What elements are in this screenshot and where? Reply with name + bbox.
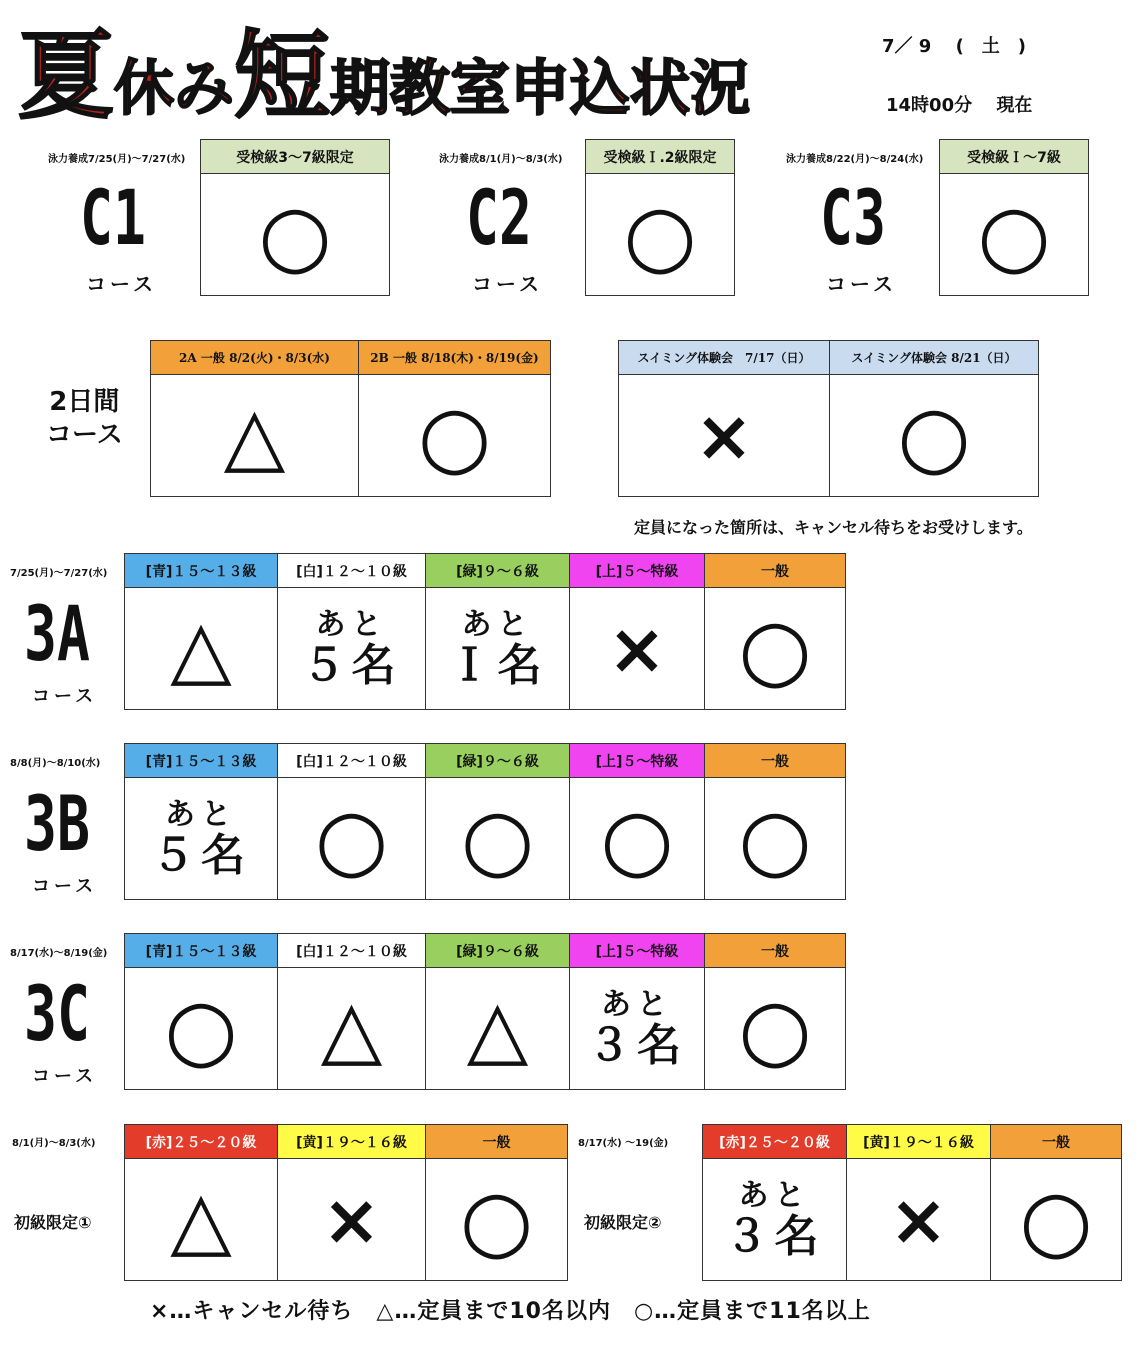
3c-header-upper: [上]５〜特級 [570, 934, 705, 968]
3a-header-white: [白]１２〜１０級 [278, 554, 426, 588]
title-part3: 短 [234, 20, 330, 132]
3c-header-general: 一般 [705, 934, 846, 968]
3a-status-upper: × [607, 607, 667, 690]
3b-code: 3B [24, 779, 90, 868]
beginner2-cell-yellow [847, 1159, 991, 1281]
beginner1-status-yellow: × [322, 1178, 381, 1261]
beginner1-table [124, 1124, 568, 1281]
two-day-2b-cell [359, 375, 551, 497]
3b-status-green: ○ [460, 789, 535, 888]
beginner2-remain-label-red: あと [738, 1178, 811, 1214]
two-day-2a-status: △ [223, 388, 286, 482]
c2-dates: 泳力養成8/1(月)〜8/3(水) [439, 154, 563, 165]
beginner2-cell-red [703, 1159, 847, 1281]
c2-suffix: コース [472, 272, 543, 296]
3a-cell-green [426, 588, 570, 710]
3c-status-green: △ [466, 981, 529, 1075]
c1-header: 受検級3〜7級限定 [201, 140, 390, 174]
c1-status-cell [201, 174, 390, 296]
swimming-0821-status: ○ [897, 386, 971, 485]
beginner2-cell-general [991, 1159, 1122, 1281]
3c-header-blue: [青]１５〜１３級 [125, 934, 278, 968]
3b-header-blue: [青]１５〜１３級 [125, 744, 278, 778]
3b-header-green: [緑]９〜６級 [426, 744, 570, 778]
3c-dates: 8/17(水)〜8/19(金) [10, 948, 108, 959]
beginner2-header-general: 一般 [991, 1125, 1122, 1159]
beginner2-name: 初級限定② [584, 1213, 662, 1232]
beginner1-cell-general [426, 1159, 568, 1281]
3a-status-general: ○ [738, 599, 812, 698]
3a-cell-white [278, 588, 426, 710]
c3-dates: 泳力養成8/22(月)〜8/24(水) [786, 154, 924, 165]
c2-table [585, 139, 735, 296]
3c-remain-label-upper: あと [601, 987, 673, 1023]
3b-table [124, 743, 846, 900]
two-day-label-line2: コース [46, 419, 123, 450]
c1-code: C1 [80, 173, 146, 262]
beginner2-header-red: [赤]２５〜２０級 [703, 1125, 847, 1159]
c1-table [200, 139, 390, 296]
3b-cell-white [278, 778, 426, 900]
3c-table [124, 933, 846, 1090]
page-title [18, 20, 778, 138]
3c-cell-general [705, 968, 846, 1090]
3a-header-blue: [青]１５〜１３級 [125, 554, 278, 588]
beginner1-cell-red [125, 1159, 278, 1281]
3b-suffix: コース [32, 876, 98, 897]
beginner2-remain-count-red: ３名 [724, 1211, 825, 1263]
c2-status-cell [586, 174, 735, 296]
3a-remain-count-green: Ｉ名 [447, 640, 548, 692]
3a-header-general: 一般 [705, 554, 846, 588]
3b-dates: 8/8(月)〜8/10(水) [10, 758, 101, 769]
c3-code: C3 [820, 173, 886, 262]
3b-status-upper: ○ [600, 789, 674, 888]
3b-header-upper: [上]５〜特級 [570, 744, 705, 778]
3a-suffix: コース [32, 686, 98, 707]
swimming-0717-header: スイミング体験会 7/17（日） [619, 341, 830, 375]
3b-status-general: ○ [738, 789, 812, 888]
two-day-2b-status: ○ [417, 386, 492, 485]
3a-remain-label-green: あと [461, 607, 534, 643]
3c-status-general: ○ [738, 979, 812, 1078]
3a-cell-general [705, 588, 846, 710]
3b-cell-upper [570, 778, 705, 900]
beginner1-header-yellow: [黄]１９〜１６級 [278, 1125, 426, 1159]
3c-status-white: △ [320, 981, 383, 1075]
beginner2-header-yellow: [黄]１９〜１６級 [847, 1125, 991, 1159]
3c-code: 3C [24, 969, 90, 1058]
beginner1-cell-yellow [278, 1159, 426, 1281]
beginner2-status-general: ○ [1019, 1170, 1093, 1269]
c3-table [939, 139, 1089, 296]
c3-status: ○ [977, 185, 1051, 284]
two-day-2b-header: 2B 一般 8/18(木)・8/19(金) [359, 341, 551, 375]
beginner1-header-red: [赤]２５〜２０級 [125, 1125, 278, 1159]
3b-header-general: 一般 [705, 744, 846, 778]
swimming-0717-status: × [694, 394, 754, 477]
header-date: 7／ 9 ( 土 ) [882, 36, 1027, 57]
beginner2-table [702, 1124, 1122, 1281]
3a-header-green: [緑]９〜６級 [426, 554, 570, 588]
two-day-2a-header: 2A 一般 8/2(火)・8/3(水) [151, 341, 359, 375]
3a-header-upper: [上]５〜特級 [570, 554, 705, 588]
3c-cell-blue [125, 968, 278, 1090]
two-day-label-line1: 2日間 [49, 387, 120, 417]
title-part1: 夏 [18, 20, 114, 132]
3a-dates: 7/25(月)〜7/27(水) [10, 568, 108, 579]
c3-header: 受検級Ｉ〜7級 [940, 140, 1089, 174]
3a-remain-count-white: ５名 [301, 640, 402, 692]
swimming-0717-cell [619, 375, 830, 497]
3b-cell-blue [125, 778, 278, 900]
3a-table [124, 553, 846, 710]
header-time: 14時00分 現在 [886, 95, 1033, 116]
3c-remain-count-upper: ３名 [587, 1020, 687, 1072]
beginner2-status-yellow: × [889, 1178, 948, 1261]
c2-code: C2 [466, 173, 532, 262]
two-day-table [150, 340, 551, 497]
c3-suffix: コース [826, 272, 897, 296]
3c-header-white: [白]１２〜１０級 [278, 934, 426, 968]
3c-cell-green [426, 968, 570, 1090]
3a-cell-blue [125, 588, 278, 710]
two-day-label [46, 386, 123, 451]
swimming-0821-cell [830, 375, 1039, 497]
two-day-2a-cell [151, 375, 359, 497]
beginner1-status-general: ○ [459, 1170, 534, 1269]
3b-remain-count-blue: ５名 [151, 830, 251, 882]
status-legend: ×…キャンセル待ち △…定員まで10名以内 ○…定員まで11名以上 [150, 1299, 871, 1324]
c1-status: ○ [258, 185, 332, 284]
c2-status: ○ [623, 185, 697, 284]
swimming-0821-header: スイミング体験会 8/21（日） [830, 341, 1039, 375]
3b-header-white: [白]１２〜１０級 [278, 744, 426, 778]
title-part2: 休み [114, 54, 234, 124]
3c-status-blue: ○ [164, 979, 238, 1078]
3c-cell-white [278, 968, 426, 1090]
beginner1-status-red: △ [170, 1172, 232, 1266]
3a-status-blue: △ [170, 601, 232, 695]
title-part4: 期教室申込状況 [330, 54, 750, 124]
beginner1-dates: 8/1(月)〜8/3(水) [12, 1138, 96, 1149]
swimming-table [618, 340, 1039, 497]
3a-code: 3A [24, 589, 90, 678]
3b-cell-green [426, 778, 570, 900]
c1-dates: 泳力養成7/25(月)〜7/27(水) [48, 154, 186, 165]
3a-cell-upper [570, 588, 705, 710]
3b-remain-label-blue: あと [165, 797, 237, 833]
c3-status-cell [940, 174, 1089, 296]
3c-cell-upper [570, 968, 705, 1090]
3c-header-green: [緑]９〜６級 [426, 934, 570, 968]
c1-suffix: コース [86, 272, 157, 296]
3b-status-white: ○ [314, 789, 389, 888]
3a-remain-label-white: あと [315, 607, 388, 643]
3c-suffix: コース [32, 1066, 98, 1087]
waitlist-notice: 定員になった箇所は、キャンセル待ちをお受けします。 [634, 518, 1033, 537]
3b-cell-general [705, 778, 846, 900]
beginner1-header-general: 一般 [426, 1125, 568, 1159]
beginner1-name: 初級限定① [14, 1213, 92, 1232]
c2-header: 受検級Ｉ.2級限定 [586, 140, 735, 174]
beginner2-dates: 8/17(水) 〜19(金) [578, 1138, 669, 1149]
